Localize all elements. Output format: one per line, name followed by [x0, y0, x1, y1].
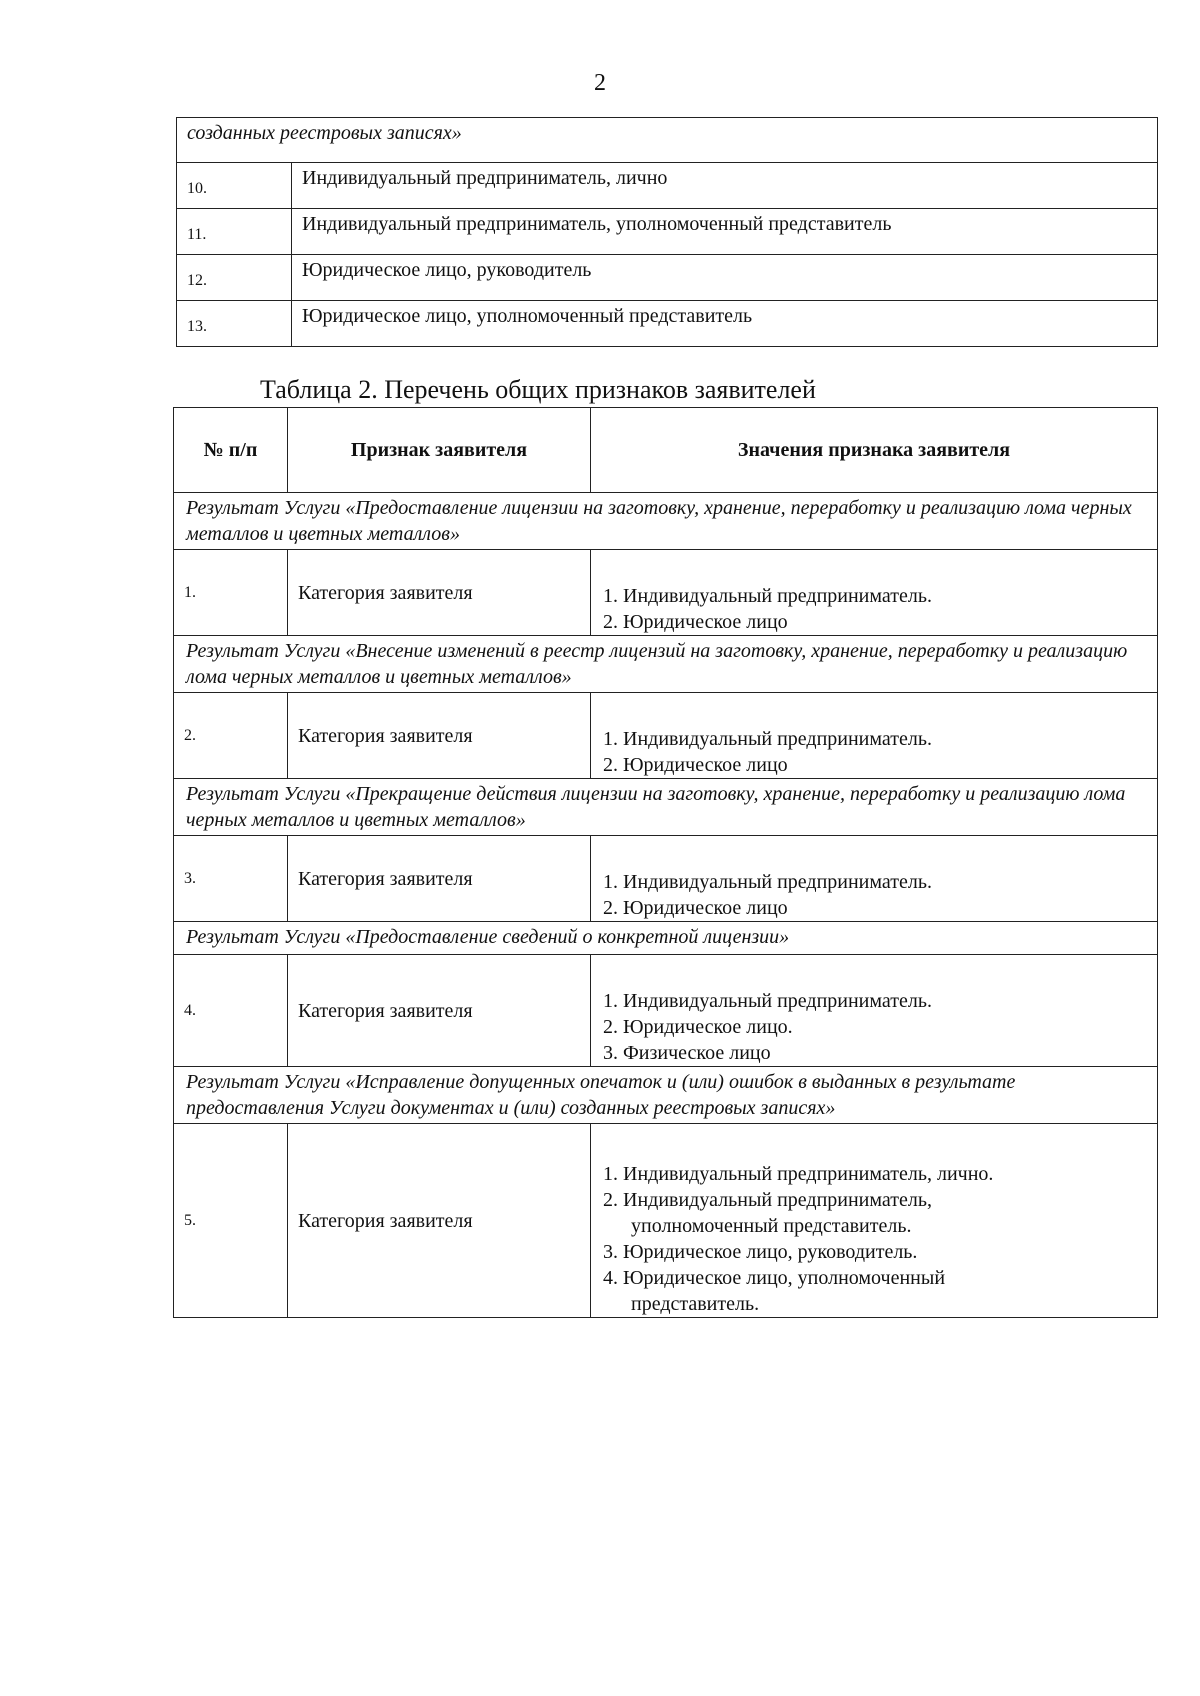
row-number: 2.	[174, 693, 288, 779]
table-row	[177, 209, 1158, 255]
section-row	[174, 636, 1158, 693]
service-result-heading: Результат Услуги «Исправление допущенных опечаток и (или) ошибок в выданных в результате предоставления Услуги документах и (или) созданных реестровых записях»	[174, 1067, 1158, 1124]
value-item: 3. Физическое лицо	[603, 1042, 771, 1064]
value-item: 2. Юридическое лицо	[603, 897, 788, 919]
value-item: 2. Юридическое лицо.	[603, 1016, 793, 1038]
row-number: 12.	[177, 255, 292, 301]
value-item: 1. Индивидуальный предприниматель.	[603, 990, 932, 1012]
values-cell	[591, 550, 1158, 636]
value-item: 1. Индивидуальный предприниматель.	[603, 728, 932, 750]
service-result-heading: Результат Услуги «Внесение изменений в реестр лицензий на заготовку, хранение, переработку и реализацию лома черных металлов и цветных металлов»	[174, 636, 1158, 693]
row-number: 4.	[174, 955, 288, 1067]
row-number: 1.	[174, 550, 288, 636]
applicants-list-table-continued	[176, 117, 1158, 347]
value-item: 2. Юридическое лицо	[603, 611, 788, 633]
table-row	[174, 550, 1158, 636]
header-num: № п/п	[174, 408, 288, 493]
values-cell	[591, 955, 1158, 1067]
section-row	[174, 493, 1158, 550]
table-row	[174, 836, 1158, 922]
header-values: Значения признака заявителя	[591, 408, 1158, 493]
attribute-cell: Категория заявителя	[288, 1124, 591, 1318]
value-item-continuation: уполномоченный представитель.	[631, 1215, 912, 1237]
value-item-continuation: представитель.	[631, 1293, 760, 1315]
value-item: 1. Индивидуальный предприниматель.	[603, 871, 932, 893]
page-number: 2	[594, 70, 606, 96]
section-row	[174, 922, 1158, 955]
values-cell	[591, 1124, 1158, 1318]
row-number: 5.	[174, 1124, 288, 1318]
section-row	[174, 779, 1158, 836]
value-item: 2. Индивидуальный предприниматель,	[603, 1189, 932, 1211]
row-text: Юридическое лицо, уполномоченный представитель	[292, 301, 1158, 347]
row-text: Индивидуальный предприниматель, уполномоченный представитель	[292, 209, 1158, 255]
value-item: 4. Юридическое лицо, уполномоченный	[603, 1267, 946, 1289]
section-row	[174, 1067, 1158, 1124]
attribute-cell: Категория заявителя	[288, 550, 591, 636]
values-cell	[591, 693, 1158, 779]
value-item: 1. Индивидуальный предприниматель.	[603, 585, 932, 607]
attribute-cell: Категория заявителя	[288, 693, 591, 779]
row-number: 11.	[177, 209, 292, 255]
attribute-cell: Категория заявителя	[288, 955, 591, 1067]
row-text: Юридическое лицо, руководитель	[292, 255, 1158, 301]
service-result-heading: Результат Услуги «Прекращение действия лицензии на заготовку, хранение, переработку и реализацию лома черных металлов и цветных металлов»	[174, 779, 1158, 836]
table-row	[177, 118, 1158, 163]
header-attribute: Признак заявителя	[288, 408, 591, 493]
applicant-attributes-table	[173, 407, 1158, 1318]
table-row	[174, 1124, 1158, 1318]
table-row	[177, 255, 1158, 301]
row-text: Индивидуальный предприниматель, лично	[292, 163, 1158, 209]
value-item: 1. Индивидуальный предприниматель, лично.	[603, 1163, 994, 1185]
row-number: 10.	[177, 163, 292, 209]
values-cell	[591, 836, 1158, 922]
table-row	[174, 693, 1158, 779]
table-row	[177, 163, 1158, 209]
value-item: 2. Юридическое лицо	[603, 754, 788, 776]
row-number: 13.	[177, 301, 292, 347]
continuation-text: созданных реестровых записях»	[177, 118, 1158, 163]
value-item: 3. Юридическое лицо, руководитель.	[603, 1241, 918, 1263]
row-number: 3.	[174, 836, 288, 922]
table-row	[177, 301, 1158, 347]
table2-title: Таблица 2. Перечень общих признаков заявителей	[260, 375, 816, 404]
service-result-heading: Результат Услуги «Предоставление лицензии на заготовку, хранение, переработку и реализацию лома черных металлов и цветных металлов»	[174, 493, 1158, 550]
table-row	[174, 955, 1158, 1067]
attribute-cell: Категория заявителя	[288, 836, 591, 922]
service-result-heading: Результат Услуги «Предоставление сведений о конкретной лицензии»	[174, 922, 1158, 955]
table-header-row	[174, 408, 1158, 493]
